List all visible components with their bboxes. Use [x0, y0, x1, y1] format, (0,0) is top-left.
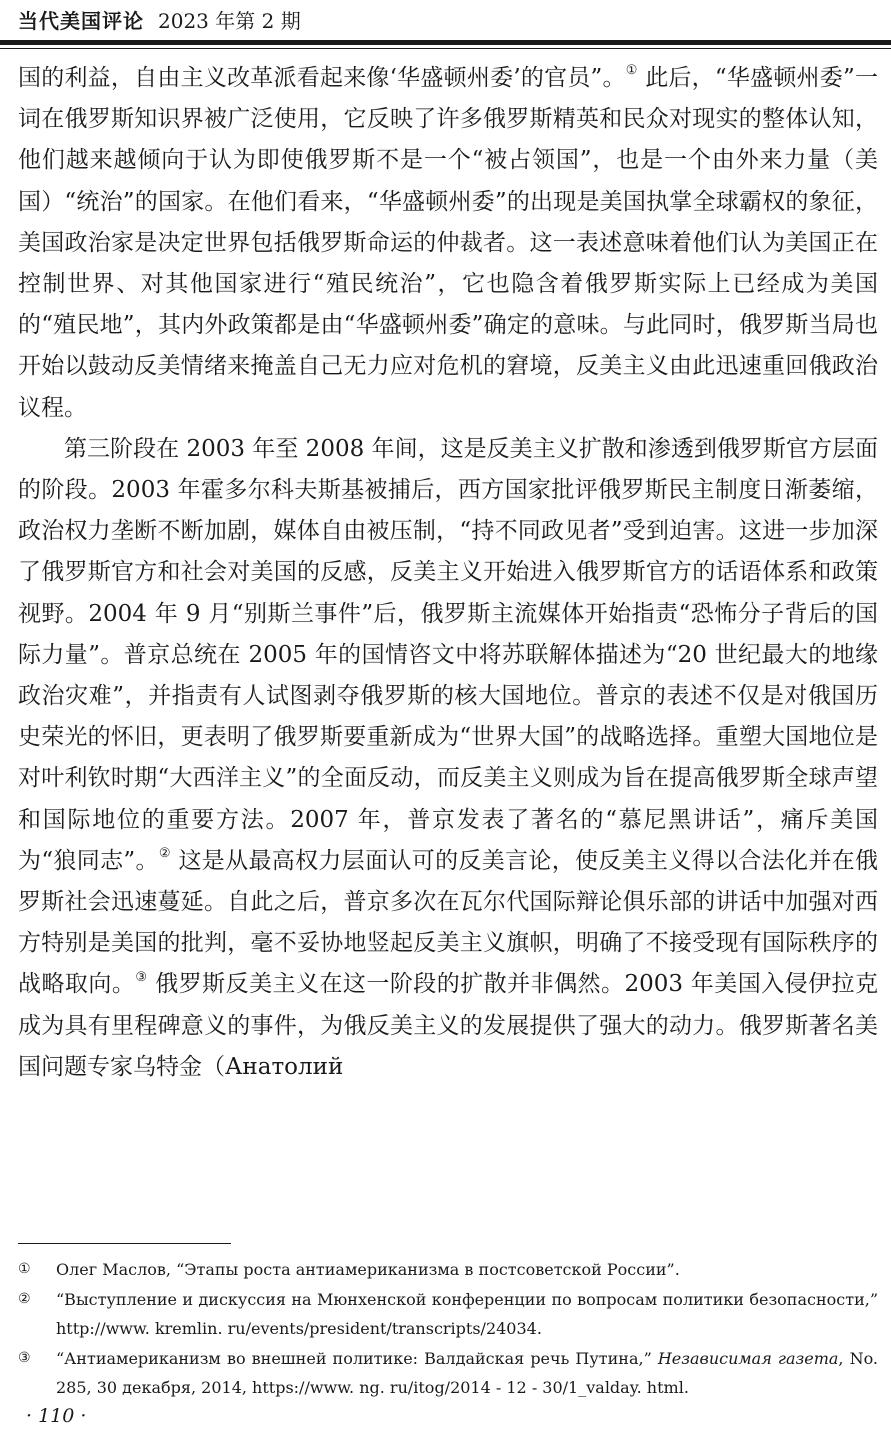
issue-label: 2023 年第 2 期 [158, 9, 301, 33]
footnote-3 [18, 1344, 878, 1402]
paragraph-2-text-c: 俄罗斯反美主义在这一阶段的扩散并非偶然。2003 年美国入侵伊拉克成为具有里程碑意义的事件，为俄反美主义的发展提供了强大的动力。俄罗斯著名美国问题专家乌特金（Анатолий [18, 971, 879, 1080]
footnotes [18, 1255, 878, 1403]
footnote-2 [18, 1285, 878, 1343]
footnote-ref-1[interactable]: ① [625, 63, 638, 79]
paragraph-1 [18, 58, 878, 429]
paragraph-1-text-a: 国的利益，自由主义改革派看起来像‘华盛顿州委’的官员”。 [18, 65, 626, 91]
footnote-ref-2[interactable]: ② [158, 846, 171, 862]
footnote-marker: ② [18, 1291, 31, 1307]
footnote-1 [18, 1255, 878, 1284]
header-rule-thick [0, 40, 891, 45]
body-text [18, 58, 878, 1088]
footnote-ref-3[interactable]: ③ [135, 969, 148, 985]
running-head [18, 6, 878, 36]
newspaper-title: Независимая газета [657, 1349, 839, 1368]
journal-title: 当代美国评论 [18, 9, 144, 33]
footnote-text-part: , No. 285, 30 декабря, 2014, https://www. ng. ru/itog/2014 - 12 - 30/1_valday. html. [56, 1349, 879, 1397]
footnote-text: “Выступление и дискуссия на Мюнхенской конференции по вопросам политики безопасности,” http://www. kremlin. ru/events/president/transcripts/24034. [56, 1290, 878, 1338]
footnote-text: Олег Маслов, “Этапы роста антиамериканизма в постсоветской России”. [56, 1260, 680, 1279]
footnote-text [56, 1344, 878, 1402]
footnote-marker: ③ [18, 1350, 31, 1366]
paragraph-2-text-a: 第三阶段在 2003 年至 2008 年间，这是反美主义扩散和渗透到俄罗斯官方层面的阶段。2003 年霍多尔科夫斯基被捕后，西方国家批评俄罗斯民主制度日渐萎缩，政治权力垄断不断加剧，媒体自由被压制，“持不同政见者”受到迫害。这进一步加深了俄罗斯官方和社会对美国的反感，反美主义开始进入俄罗斯官方的话语体系和政策视野。2004 年 9 月“别斯兰事件”后，俄罗斯主流媒体开始指责“恐怖分子背后的国际力量”。普京总统在 2005 年的国情咨文中将苏联解体描述为“20 世纪最大的地缘政治灾难”，并指责有人试图剥夺俄罗斯的核大国地位。普京的表述不仅是对俄国历史荣光的怀旧，更表明了俄罗斯要重新成为“世界大国”的战略选择。重塑大国地位是对叶利钦时期“大西洋主义”的全面反动，而反美主义则成为旨在提高俄罗斯全球声望和国际地位的重要方法。2007 年，普京发表了著名的“慕尼黑讲话”，痛斥美国为“狼同志”。 [18, 435, 878, 874]
paragraph-1-text-b: 此后，“华盛顿州委”一词在俄罗斯知识界被广泛使用，它反映了许多俄罗斯精英和民众对现实的整体认知，他们越来越倾向于认为即使俄罗斯不是一个“被占领国”，也是一个由外来力量（美国）“统治”的国家。在他们看来，“华盛顿州委”的出现是美国执掌全球霸权的象征，美国政治家是决定世界包括俄罗斯命运的仲裁者。这一表述意味着他们认为美国正在控制世界、对其他国家进行“殖民统治”，它也隐含着俄罗斯实际上已经成为美国的“殖民地”，其内外政策都是由“华盛顿州委”确定的意味。与此同时，俄罗斯当局也开始以鼓动反美情绪来掩盖自己无力应对危机的窘境，反美主义由此迅速重回俄政治议程。 [18, 65, 878, 421]
header-rule-thin [0, 48, 891, 49]
page-number: · 110 · [26, 1405, 87, 1427]
paragraph-2-text-b: 这是从最高权力层面认可的反美言论，使反美主义得以合法化并在俄罗斯社会迅速蔓延。自此之后，普京多次在瓦尔代国际辩论俱乐部的讲话中加强对西方特别是美国的批判，毫不妥协地竖起反美主义旗帜，明确了不接受现有国际秩序的战略取向。 [18, 847, 878, 998]
footnote-marker: ① [18, 1261, 31, 1277]
footnote-separator [18, 1243, 231, 1244]
paragraph-2 [18, 429, 878, 1088]
footnote-text-part: “Антиамериканизм во внешней политике: Валдайская речь Путина,” [56, 1349, 658, 1368]
